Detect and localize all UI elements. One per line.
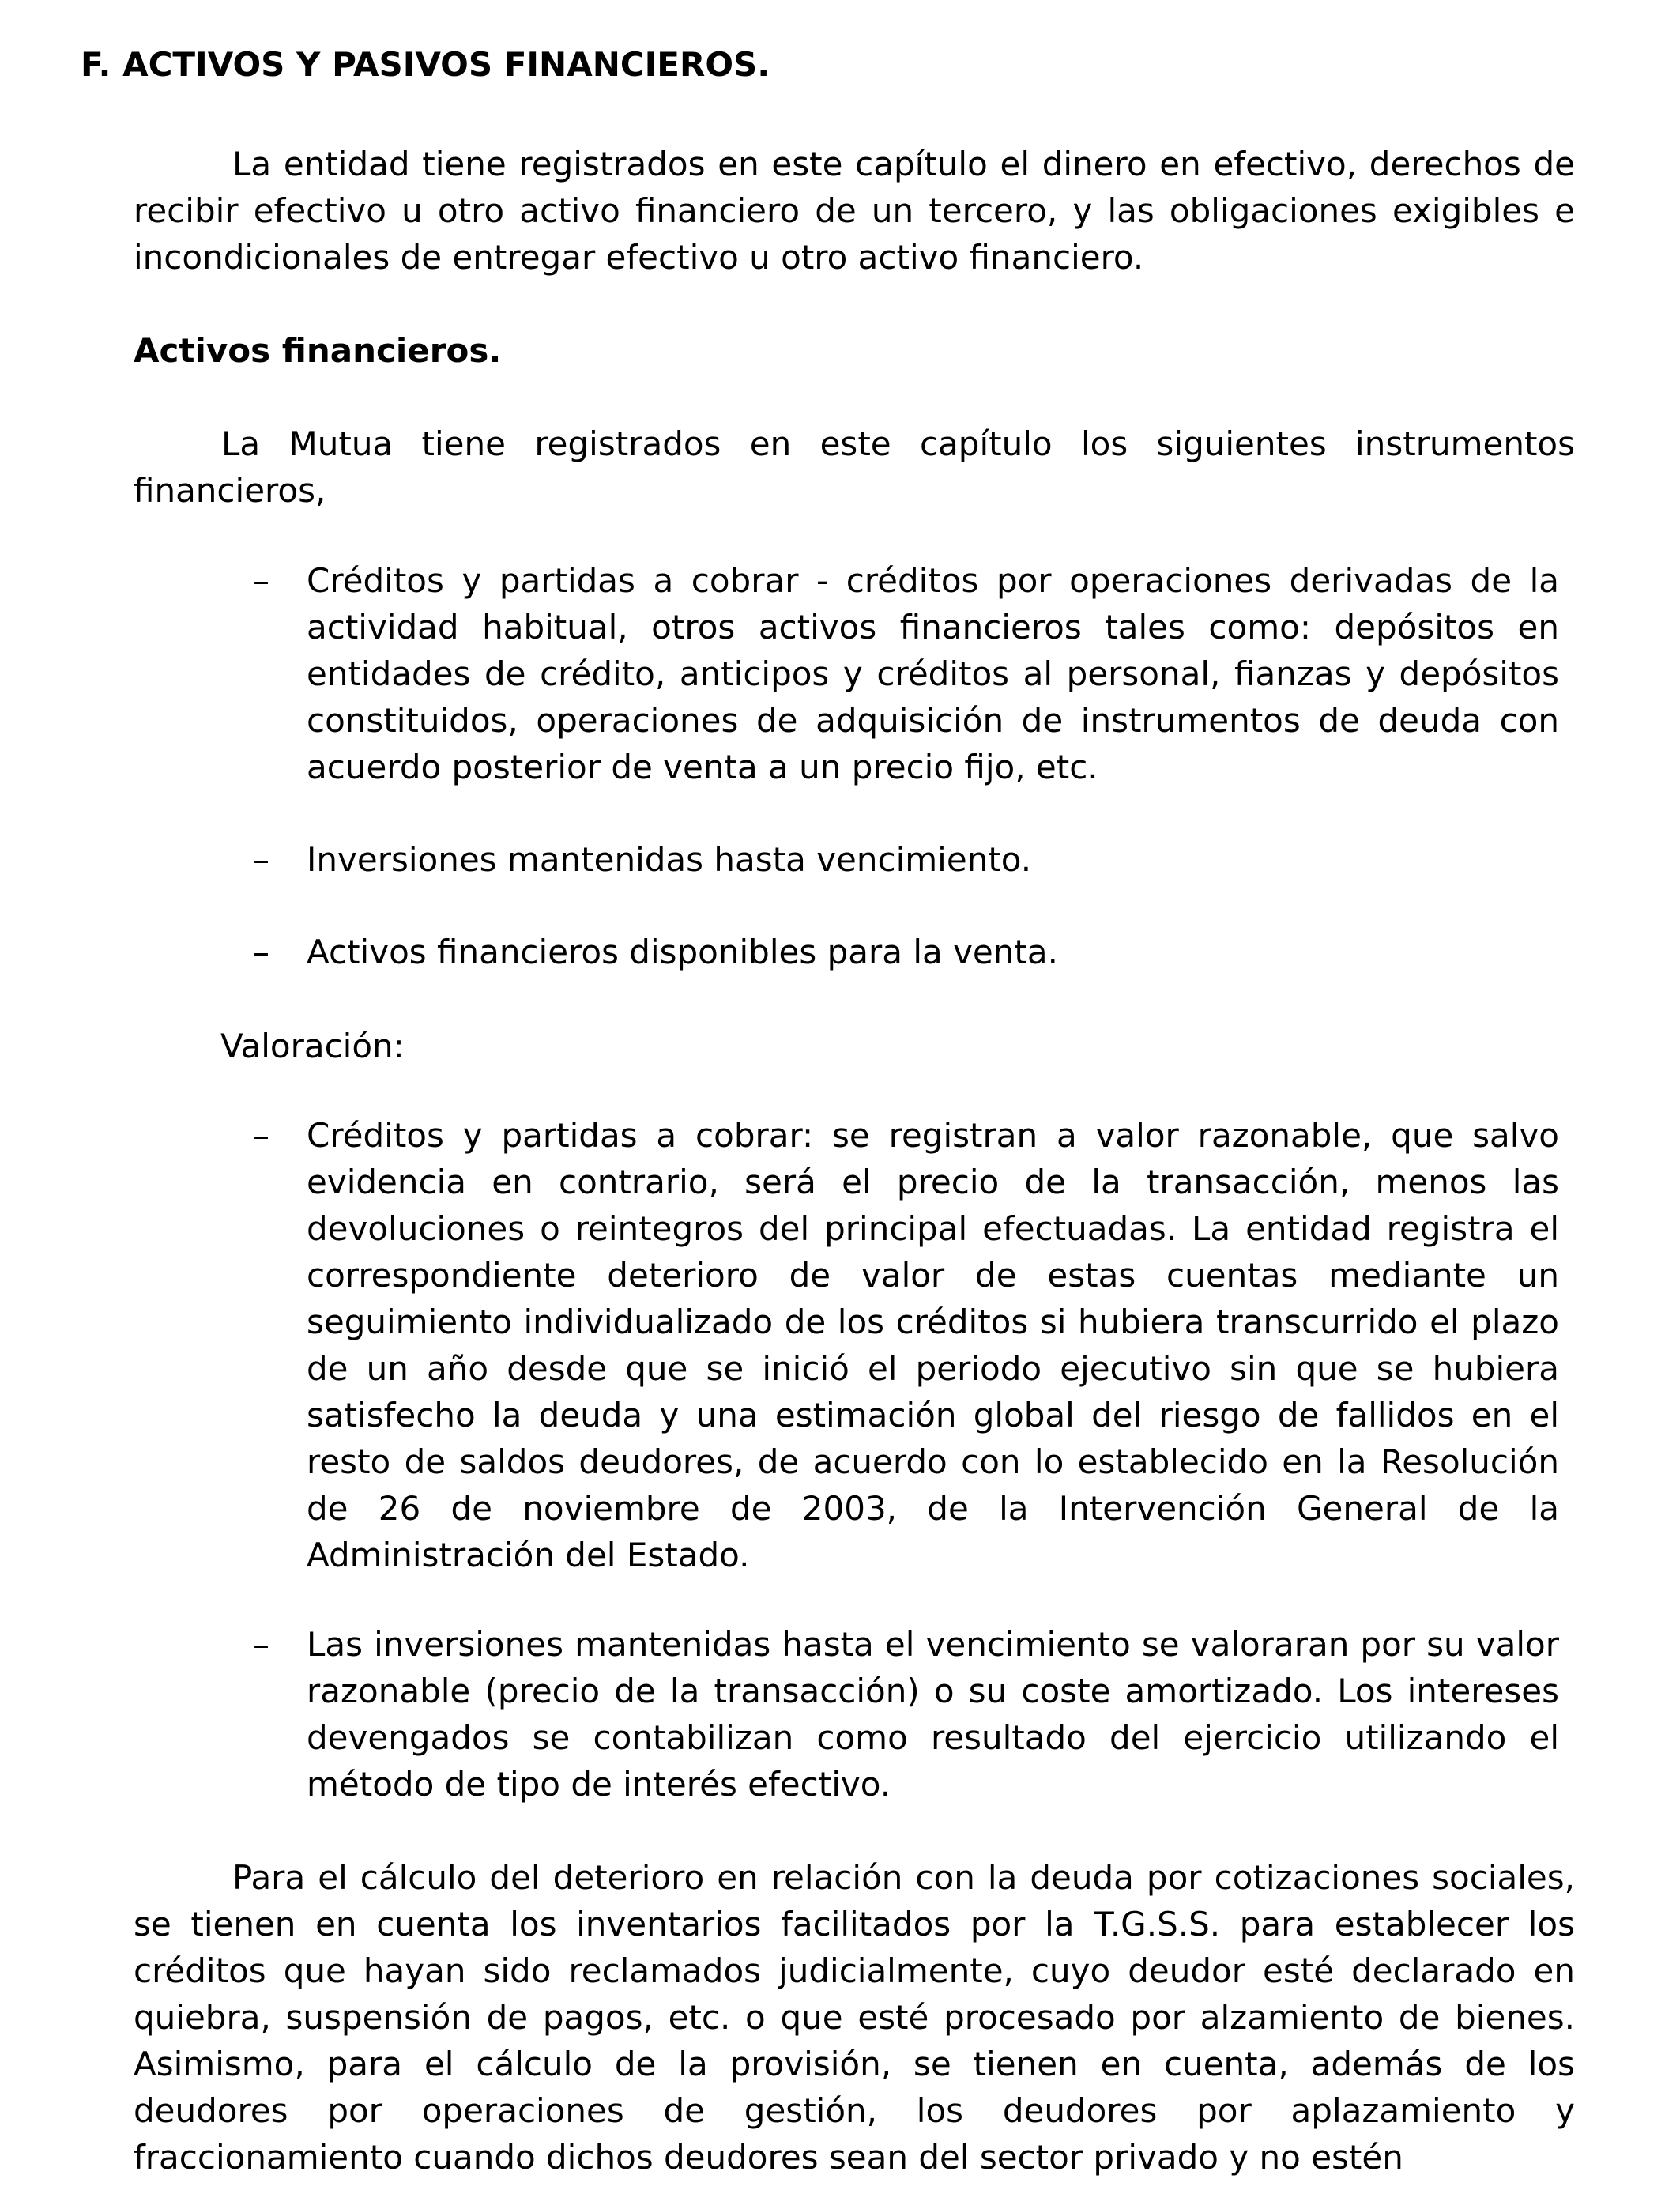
- dash-bullet: –: [253, 1116, 269, 1155]
- dash-bullet: –: [253, 840, 269, 879]
- dash-bullet: –: [253, 561, 269, 600]
- section-title: F. ACTIVOS Y PASIVOS FINANCIEROS.: [81, 45, 770, 84]
- list-item-text: Activos financieros disponibles para la venta.: [307, 933, 1058, 971]
- final-paragraph-text: Para el cálculo del deterioro en relación con la deuda por cotizaciones sociales, se tienen en cuenta los inventarios facilitados por la T.G.S.S. para establecer los créditos que hayan sido reclamados judicialmente, cuyo deudor esté declarado en quiebra, suspensión de pagos, etc. o que esté procesado por alzamiento de bienes. Asimismo, para el cálculo de la provisión, se tienen en cuenta, además de los deudores por operaciones de gestión, los deudores por aplazamiento y fraccionamiento cuando dichos deudores sean del sector privado y no estén: [134, 1858, 1575, 2177]
- intro-paragraph-text: La entidad tiene registrados en este capítulo el dinero en efectivo, derechos de recibir efectivo u otro activo financiero de un tercero, y las obligaciones exigibles e incondicionales de entregar efectivo u otro activo financiero.: [134, 145, 1575, 277]
- subheading-activos: Activos financieros.: [134, 331, 502, 370]
- list-item-text: Créditos y partidas a cobrar: se registran a valor razonable, que salvo evidencia en contrario, será el precio de la transacción, menos las devoluciones o reintegros del principal efectuadas. La entidad registra el correspondiente deterioro de valor de estas cuentas mediante un seguimiento individualizado de los créditos si hubiera transcurrido el plazo de un año desde que se inició el periodo ejecutivo sin que se hubiera satisfecho la deuda y una estimación global del riesgo de fallidos en el resto de saldos deudores, de acuerdo con lo establecido en la Resolución de 26 de noviembre de 2003, de la Intervención General de la Administración del Estado.: [307, 1116, 1559, 1574]
- intro-paragraph: [134, 141, 1575, 281]
- mutua-paragraph-text: La Mutua tiene registrados en este capítulo los siguientes instrumentos financieros,: [134, 424, 1575, 510]
- list-item-text: Créditos y partidas a cobrar - créditos por operaciones derivadas de la actividad habitual, otros activos financieros tales como: depósitos en entidades de crédito, anticipos y créditos al personal, fianzas y depósitos constituidos, operaciones de adquisición de instrumentos de deuda con acuerdo posterior de venta a un precio fijo, etc.: [307, 561, 1559, 786]
- valoracion-list: [0, 1112, 1680, 1808]
- instruments-list: [0, 557, 1680, 1000]
- valoracion-heading: Valoración:: [220, 1027, 405, 1065]
- dash-bullet: –: [253, 1625, 269, 1664]
- dash-bullet: –: [253, 933, 269, 971]
- mutua-paragraph: [134, 420, 1575, 514]
- list-item-text: Inversiones mantenidas hasta vencimiento.: [307, 840, 1032, 879]
- list-item-text: Las inversiones mantenidas hasta el vencimiento se valoraran por su valor razonable (precio de la transacción) o su coste amortizado. Los intereses devengados se contabilizan como resultado del ejercicio utilizando el método de tipo de interés efectivo.: [307, 1625, 1559, 1804]
- final-paragraph: [134, 1854, 1575, 2181]
